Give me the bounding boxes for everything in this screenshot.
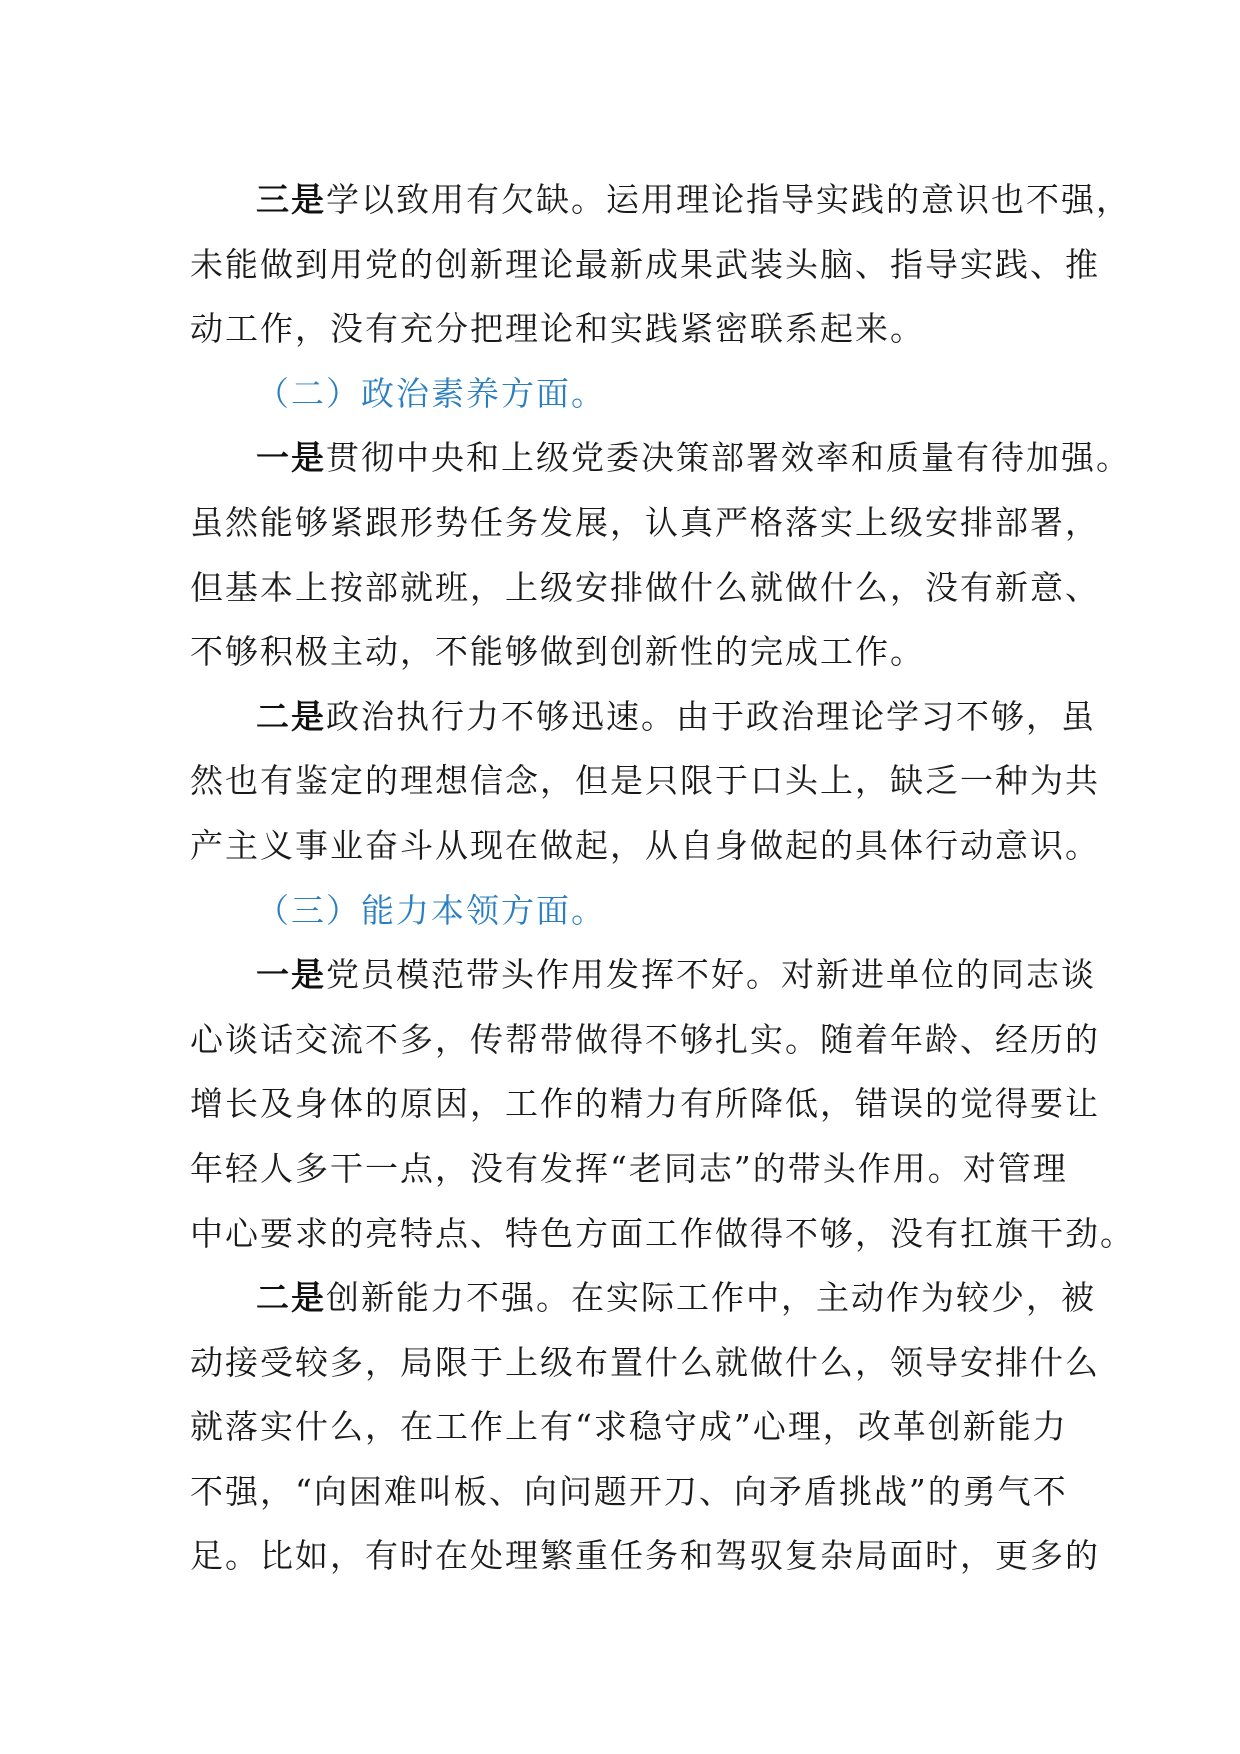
paragraph-lead: 一是: [256, 955, 326, 995]
document-body: [190, 168, 1135, 1589]
paragraph-lead: 三是: [256, 180, 326, 219]
paragraph-line: 动接受较多，局限于上级布置什么就做什么，领导安排什么: [190, 1342, 1100, 1382]
paragraph-line: 未能做到用党的创新理论最新成果武装头脑、指导实践、推: [190, 244, 1100, 284]
paragraph-line: 心谈话交流不多，传帮带做得不够扎实。随着年龄、经历的: [190, 1019, 1100, 1059]
paragraph-line: 产主义事业奋斗从现在做起，从自身做起的具体行动意识。: [190, 825, 1100, 865]
paragraph-line: 增长及身体的原因，工作的精力有所降低，错误的觉得要让: [190, 1084, 1100, 1124]
section-heading-politics: （二）政治素养方面。: [256, 373, 606, 413]
paragraph-line: 就落实什么，在工作上有“求稳守成”心理，改革创新能力: [190, 1407, 1068, 1447]
paragraph-line: 动工作，没有充分把理论和实践紧密联系起来。: [190, 309, 925, 349]
paragraph-lead: 一是: [256, 438, 326, 478]
paragraph-line: 二是创新能力不强。在实际工作中，主动作为较少，被: [256, 1278, 1096, 1318]
paragraph-line: 一是贯彻中央和上级党委决策部署效率和质量有待加强。: [256, 438, 1131, 478]
paragraph-line: 足。比如，有时在处理繁重任务和驾驭复杂局面时，更多的: [190, 1536, 1100, 1576]
paragraph-line: 一是党员模范带头作用发挥不好。对新进单位的同志谈: [256, 955, 1096, 995]
section-heading-ability: （三）能力本领方面。: [256, 890, 606, 930]
paragraph-line: 不强，“向困难叫板、向问题开刀、向矛盾挑战”的勇气不: [190, 1471, 1068, 1511]
paragraph-lead: 二是: [256, 1278, 326, 1318]
paragraph-line: 然也有鉴定的理想信念，但是只限于口头上，缺乏一种为共: [190, 761, 1100, 801]
paragraph-line: 年轻人多干一点，没有发挥“老同志”的带头作用。对管理: [190, 1148, 1068, 1188]
paragraph-line: 三是学以致用有欠缺。运用理论指导实践的意识也不强，: [256, 180, 1131, 219]
paragraph-line: 不够积极主动，不能够做到创新性的完成工作。: [190, 632, 925, 672]
paragraph-line: 但基本上按部就班，上级安排做什么就做什么，没有新意、: [190, 567, 1100, 607]
paragraph-line: 中心要求的亮特点、特色方面工作做得不够，没有扛旗干劲。: [190, 1213, 1135, 1253]
paragraph-lead: 二是: [256, 696, 326, 736]
paragraph-line: 虽然能够紧跟形势任务发展，认真严格落实上级安排部署，: [190, 502, 1100, 542]
paragraph-line: 二是政治执行力不够迅速。由于政治理论学习不够，虽: [256, 696, 1096, 736]
